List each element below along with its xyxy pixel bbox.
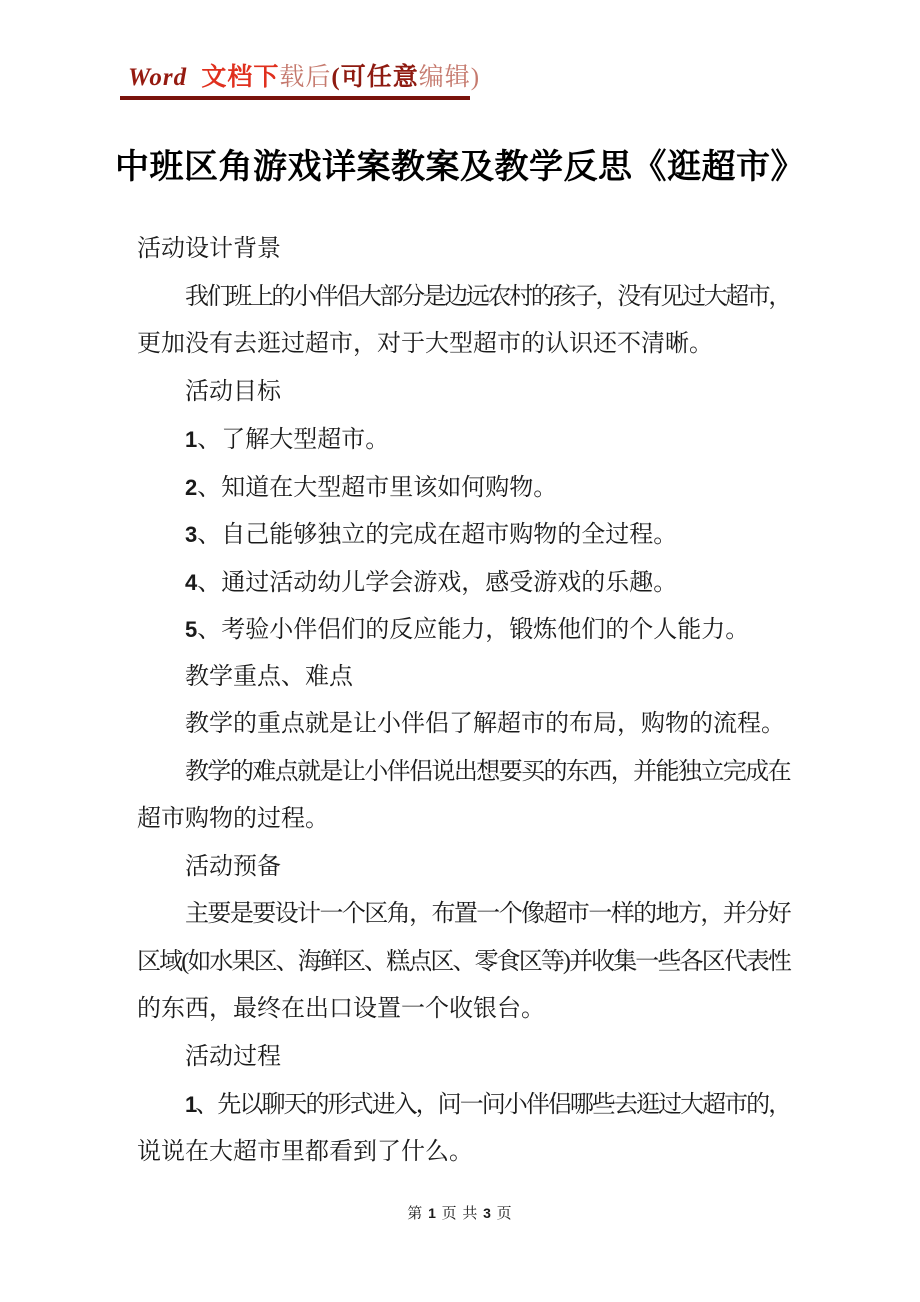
list-number: 5 xyxy=(185,617,198,642)
body-line: 4、通过活动幼儿学会游戏，感受游戏的乐趣。 xyxy=(185,569,678,596)
body-line: 1、先以聊天的形式进入，问一问小伴侣哪些去逛过大超市的， xyxy=(185,1092,791,1118)
body-line: 更加没有去逛过超市，对于大型超市的认识还不清晰。 xyxy=(137,331,713,357)
document-title: 中班区角游戏详案教案及教学反思《逛超市》 xyxy=(115,149,805,186)
banner-text-segment: 载后 xyxy=(279,64,332,91)
body-line: 5、考验小伴侣们的反应能力，锻炼他们的个人能力。 xyxy=(185,617,750,643)
body-line: 我们班上的小伴侣大部分是边远农村的孩子，没有见过大超市， xyxy=(185,283,790,310)
banner-text xyxy=(128,64,480,91)
body-line: 区域(如水果区、海鲜区、糕点区、零食区等)并收集一些各区代表性 xyxy=(137,948,790,975)
list-number: 3 xyxy=(185,522,198,547)
body-line: 教学重点、难点 xyxy=(185,663,353,690)
body-line: 2、知道在大型超市里该如何购物。 xyxy=(185,474,558,501)
list-number: 4 xyxy=(185,569,198,595)
body-line: 的东西，最终在出口设置一个收银台。 xyxy=(137,996,545,1022)
document-body xyxy=(137,226,790,1176)
banner-underline xyxy=(120,96,470,100)
banner-text-segment: 编辑) xyxy=(418,64,481,91)
list-number: 2 xyxy=(185,474,198,500)
body-line: 活动目标 xyxy=(185,378,281,405)
footer-text-segment: 页 共 xyxy=(436,1206,484,1222)
footer-text-segment: 1 xyxy=(428,1205,437,1221)
page-footer xyxy=(0,1203,920,1224)
footer-text-segment: 页 xyxy=(491,1206,513,1222)
banner-text-segment: (可任意 xyxy=(331,64,419,91)
footer-text-segment: 3 xyxy=(483,1205,492,1221)
list-number: 1 xyxy=(185,427,198,452)
footer-text-segment: 第 xyxy=(407,1206,429,1222)
banner-text-segment: Word xyxy=(128,64,195,91)
word-edit-banner xyxy=(128,62,480,93)
body-line: 活动过程 xyxy=(185,1043,281,1070)
body-line: 活动预备 xyxy=(185,853,281,880)
body-line: 3、自己能够独立的完成在超市购物的全过程。 xyxy=(185,522,678,548)
list-number: 1 xyxy=(185,1092,196,1117)
banner-text-segment: 文档下 xyxy=(201,64,280,91)
body-line: 活动设计背景 xyxy=(137,236,281,262)
body-line: 教学的重点就是让小伴侣了解超市的布局，购物的流程。 xyxy=(185,711,785,737)
body-line: 教学的难点就是让小伴侣说出想要买的东西，并能独立完成在 xyxy=(185,758,790,785)
body-line: 超市购物的过程。 xyxy=(137,806,329,832)
body-line: 主要是要设计一个区角，布置一个像超市一样的地方，并分好 xyxy=(185,901,790,927)
body-line: 1、了解大型超市。 xyxy=(185,427,390,453)
body-line: 说说在大超市里都看到了什么。 xyxy=(137,1138,473,1165)
